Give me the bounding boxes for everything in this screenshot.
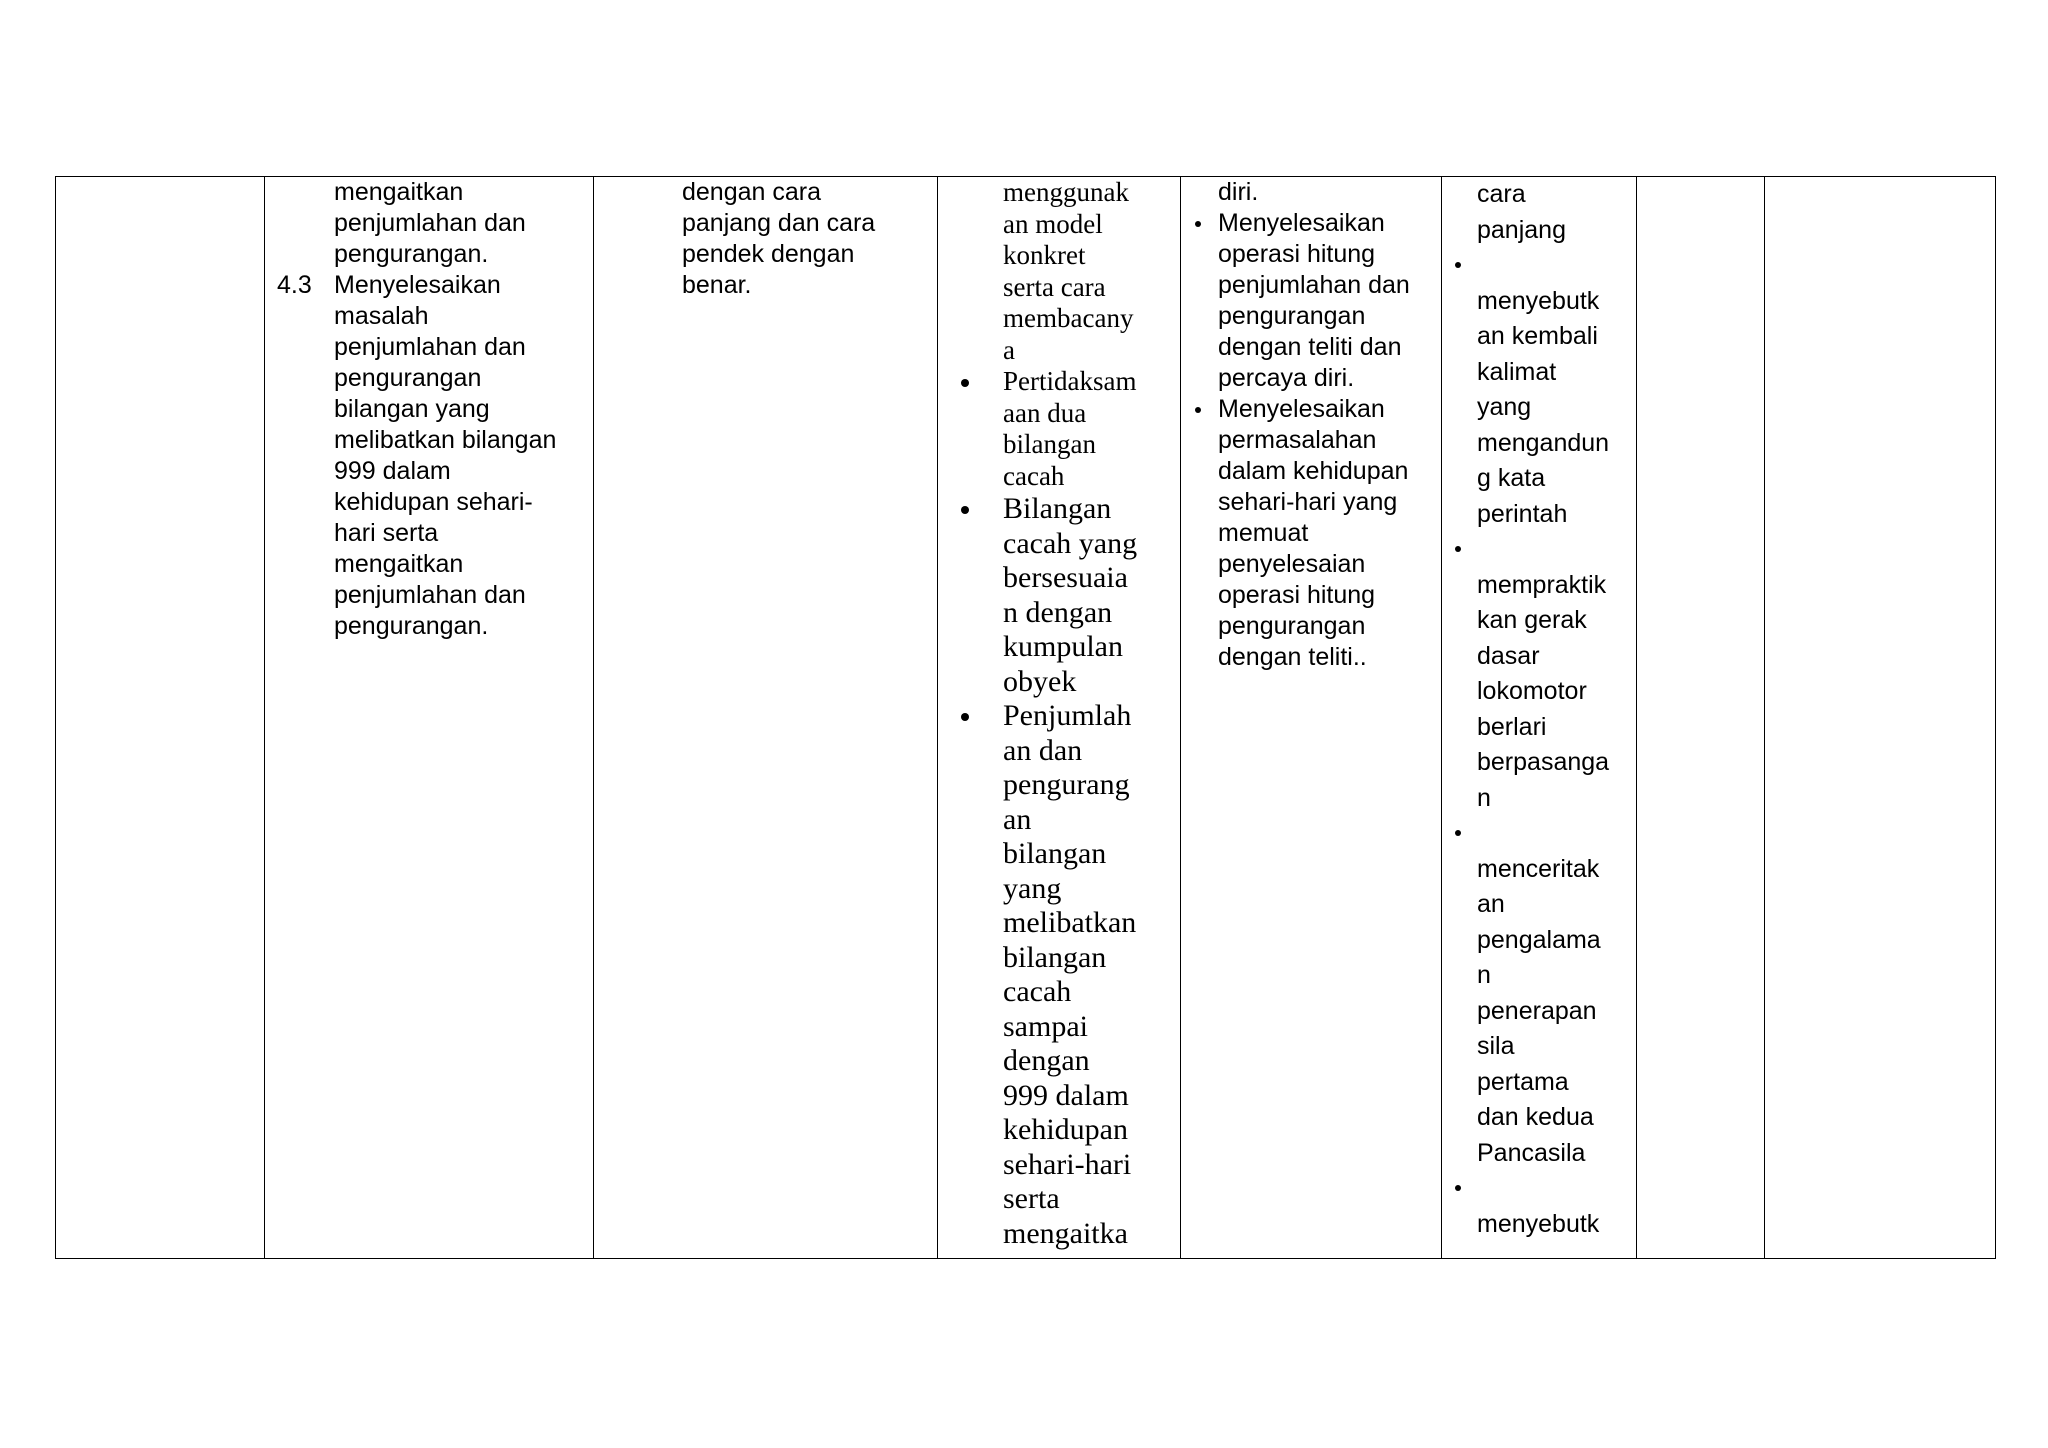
text-line: an kembali: [1477, 322, 1598, 350]
text-line: menyebutk: [1477, 286, 1600, 315]
text-line: berlari: [1477, 712, 1547, 741]
cell-col8: [1765, 177, 1996, 1259]
text-line: hari serta: [334, 519, 439, 547]
list-item: [1218, 208, 1441, 394]
text-line: bilangan: [1003, 940, 1107, 974]
cell-col4: [938, 177, 1181, 1259]
text-line: sila: [1477, 1032, 1515, 1060]
text-line: diri.: [1218, 178, 1259, 206]
text-line: cacah: [1003, 460, 1065, 491]
list-item: [1477, 248, 1636, 532]
text-line: sehari-hari: [1003, 1147, 1132, 1181]
text-line: pengurangan: [334, 364, 482, 392]
text-line: menceritak: [1477, 854, 1600, 883]
text-line: cacah yang: [1003, 526, 1138, 560]
text-line: berpasanga: [1477, 748, 1610, 776]
cell-col6: [1442, 177, 1637, 1259]
bullet-icon: [1455, 546, 1461, 552]
text-line: aan dua: [1003, 397, 1087, 428]
bullet-icon: [1195, 407, 1201, 413]
text-line: yang: [1477, 393, 1532, 421]
text-line: Menyelesaikan: [1218, 395, 1385, 423]
text-line: konkret: [1003, 240, 1086, 270]
text-line: pendek dengan: [682, 240, 855, 268]
bullet-icon: [961, 379, 969, 387]
item-continuation: [277, 301, 593, 642]
text-line: mengaitkan: [334, 550, 464, 578]
text-line: lokomotor: [1477, 677, 1587, 705]
list-item: [1477, 816, 1636, 1171]
text-line: penjumlahan dan: [1218, 271, 1410, 299]
text-line: n dengan: [1003, 595, 1113, 629]
list-item: [1477, 1171, 1636, 1242]
text-line: n: [1477, 783, 1491, 812]
bullet-icon: [961, 506, 969, 514]
text-line: dasar: [1477, 641, 1540, 670]
cell-col2: [265, 177, 594, 1259]
text-line: masalah: [334, 302, 429, 330]
text-line: yang: [1003, 871, 1062, 905]
list-item: [1003, 699, 1180, 1251]
text-line: Penjumlah: [1003, 699, 1132, 732]
text-line: penjumlahan dan: [334, 581, 526, 609]
text-line: dengan cara: [682, 178, 822, 206]
col4-top-lines: [1003, 177, 1180, 366]
text-line: permasalahan: [1218, 426, 1377, 454]
text-line: perintah: [1477, 499, 1568, 528]
text-line: pengurangan: [1218, 302, 1366, 330]
list-item: [1003, 492, 1180, 699]
text-line: kehidupan: [1003, 1113, 1128, 1146]
col2-top-lines: [277, 177, 593, 270]
item-first-line: Menyelesaikan: [334, 271, 501, 299]
text-line: 999 dalam: [334, 457, 451, 485]
list-item: [1218, 394, 1441, 673]
table-row: [56, 177, 1996, 1259]
text-line: operasi hitung: [1218, 240, 1376, 268]
text-line: penerapan: [1477, 996, 1597, 1025]
text-line: 999 dalam: [1003, 1078, 1129, 1112]
text-line: an dan: [1003, 733, 1083, 767]
text-line: dengan teliti dan: [1218, 333, 1402, 361]
text-line: mengaitka: [1003, 1216, 1128, 1250]
text-line: obyek: [1003, 664, 1077, 698]
text-line: serta: [1003, 1182, 1060, 1215]
text-line: bilangan: [1003, 429, 1096, 459]
text-line: n: [1477, 961, 1491, 989]
text-line: penjumlahan dan: [334, 333, 526, 361]
bullet-icon: [1455, 830, 1461, 836]
text-line: pengurang: [1003, 768, 1130, 801]
text-line: membacany: [1003, 303, 1134, 333]
text-line: mengandun: [1477, 428, 1610, 457]
text-line: dan kedua: [1477, 1103, 1594, 1131]
text-line: bilangan: [1003, 837, 1107, 870]
numbered-item-4-3: [277, 270, 593, 301]
text-line: bilangan yang: [334, 395, 490, 423]
cell-col7: [1637, 177, 1765, 1259]
text-line: mengaitkan: [334, 178, 464, 206]
text-line: memuat: [1218, 519, 1309, 547]
syllabus-table: [55, 176, 1996, 1259]
text-line: bersesuaia: [1003, 561, 1128, 594]
text-line: a: [1003, 334, 1015, 365]
text-line: serta cara: [1003, 271, 1106, 302]
text-line: pengalama: [1477, 925, 1601, 954]
text-line: panjang dan cara: [682, 209, 876, 237]
text-line: Pertidaksam: [1003, 366, 1137, 396]
text-line: benar.: [682, 271, 752, 299]
text-line: sehari-hari yang: [1218, 488, 1398, 516]
cell-col3: [594, 177, 938, 1259]
text-line: percaya diri.: [1218, 364, 1355, 392]
text-line: an: [1477, 890, 1505, 918]
text-line: sampai: [1003, 1009, 1088, 1043]
text-line: pertama: [1477, 1067, 1569, 1096]
text-line: g kata: [1477, 464, 1546, 492]
text-line: kumpulan: [1003, 630, 1123, 663]
text-line: Menyelesaikan: [1218, 209, 1385, 237]
text-line: menyebutk: [1477, 1209, 1600, 1238]
text-line: an: [1003, 802, 1032, 836]
bullet-icon: [1455, 1185, 1461, 1191]
text-line: penyelesaian: [1218, 550, 1366, 578]
text-line: cacah: [1003, 975, 1072, 1008]
bullet-icon: [1455, 262, 1461, 268]
text-line: menggunak: [1003, 177, 1129, 207]
cell-col5: [1181, 177, 1442, 1259]
text-line: dalam kehidupan: [1218, 457, 1409, 485]
text-line: kan gerak: [1477, 606, 1587, 634]
text-line: pengurangan.: [334, 240, 489, 268]
text-line: kehidupan sehari-: [334, 488, 533, 516]
list-item: [1003, 366, 1180, 492]
text-line: panjang: [1477, 215, 1566, 244]
text-line: mempraktik: [1477, 570, 1607, 599]
text-line: an model: [1003, 208, 1103, 239]
text-line: pengurangan: [1218, 612, 1366, 640]
bullet-icon: [961, 713, 969, 721]
text-line: operasi hitung: [1218, 581, 1376, 609]
text-line: pengurangan.: [334, 612, 489, 640]
text-line: Pancasila: [1477, 1138, 1586, 1167]
text-line: kalimat: [1477, 357, 1557, 386]
cell-col1: [56, 177, 265, 1259]
list-item: [1477, 532, 1636, 816]
text-line: dengan: [1003, 1044, 1090, 1077]
text-line: Bilangan: [1003, 492, 1112, 525]
text-line: penjumlahan dan: [334, 209, 526, 237]
bullet-icon: [1195, 221, 1201, 227]
text-line: dengan teliti..: [1218, 643, 1367, 671]
text-line: melibatkan: [1003, 906, 1137, 939]
item-number: 4.3: [277, 271, 312, 299]
text-line: cara: [1477, 180, 1526, 208]
text-line: melibatkan bilangan: [334, 426, 557, 454]
